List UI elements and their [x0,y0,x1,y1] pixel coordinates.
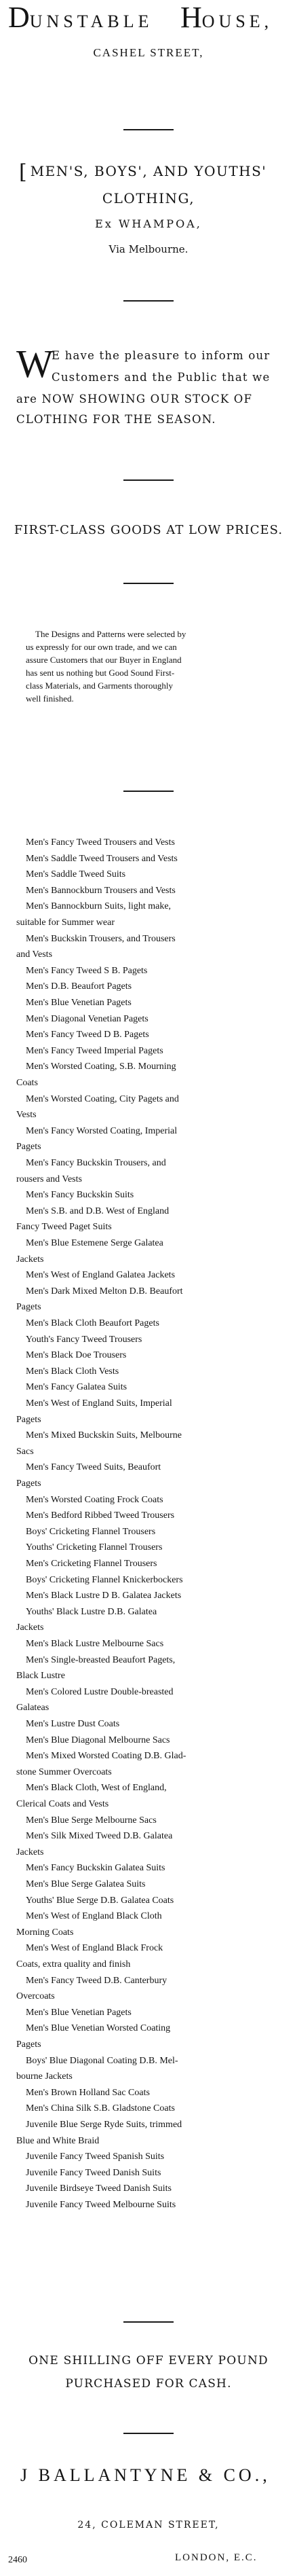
list-item [16,2135,294,2147]
list-item-text: Men's Blue Estemene Serge Galatea [26,1238,163,1248]
list-item [16,1446,294,1457]
list-item-text: Men's Colored Lustre Double-breasted [26,1686,174,1697]
list-item-text: Pagets [16,1479,41,1489]
list-item-text: Youths' Black Lustre D.B. Galatea [26,1606,157,1617]
list-item [16,2022,294,2034]
street-line: CASHEL STREET, [93,46,204,59]
list-item-text: Men's Fancy Tweed Suits, Beaufort [26,1462,161,1473]
list-item-text: Men's Fancy Tweed Trousers and Vests [26,837,175,848]
list-item-text: Men's D.B. Beaufort Pagets [26,981,132,992]
selection-note [26,628,292,719]
list-item-text: Men's Cricketing Flannel Trousers [26,1559,157,1569]
list-item [16,1478,294,1489]
list-item [16,2007,294,2018]
cash-offer-line: ONE SHILLING OFF EVERY POUND [28,2354,269,2368]
list-item [16,1301,294,1313]
list-item [16,1542,294,1553]
cash-offer-line: PURCHASED FOR CASH. [65,2377,232,2391]
list-item-text: Jackets [16,1622,44,1633]
list-item-text: Pagets [16,1414,41,1425]
list-item [16,1847,294,1858]
list-item [16,1381,294,1393]
list-item-text: Men's Worsted Coating Frock Coats [26,1494,163,1505]
list-item-text: Youth's Fancy Tweed Trousers [26,1334,142,1345]
list-item [16,837,294,848]
list-item-text: Coats [16,1078,38,1088]
list-item-text: stone Summer Overcoats [16,1766,112,1777]
title-initial-h: H [180,1,202,34]
note-line: The Designs and Patterns were selected by [35,629,186,639]
divider-rule [123,791,174,792]
list-item-text: Men's Buckskin Trousers, and Trousers [26,933,176,944]
list-item-text: Men's Worsted Coating, City Pagets and [26,1093,179,1104]
announcement-line: are NOW SHOWING OUR STOCK OF [16,393,253,405]
list-item-text: Men's Fancy Tweed S B. Pagets [26,965,148,976]
heading-clothing-type: MEN'S, BOYS', AND YOUTHS' [30,163,267,179]
heading-clothing: CLOTHING, [102,190,195,206]
list-item [16,2151,294,2162]
list-item-text: Men's Lustre Dust Coats [26,1719,120,1729]
announcement-line: CLOTHING FOR THE SEASON. [16,413,216,426]
list-item [16,885,294,896]
list-item [16,2103,294,2114]
list-item [16,1318,294,1329]
list-item [16,1766,294,1778]
announcement-line: E have the pleasure to inform our [52,349,271,362]
list-item-text: Men's Saddle Tweed Trousers and Vests [26,853,178,864]
title-word-2: OUSE, [201,12,273,31]
title-initial-d: D [8,1,30,34]
list-item [16,2119,294,2130]
list-item-text: Black Lustre [16,1671,65,1682]
list-item-text: Men's Fancy Tweed Imperial Pagets [26,1045,163,1056]
list-item [16,997,294,1009]
list-item-text: Blue and White Braid [16,2135,100,2146]
list-item [16,1109,294,1121]
list-item [16,1045,294,1057]
list-item-text: Men's S.B. and D.B. West of England [26,1205,170,1216]
list-item-text: Men's Silk Mixed Tweed D.B. Galatea [26,1831,173,1842]
list-item-text: Men's West of England Black Cloth [26,1911,162,1922]
list-item [16,1927,294,1938]
list-item [16,1622,294,1633]
list-item [16,1093,294,1105]
list-item [16,1895,294,1906]
divider-rule [123,2321,174,2323]
list-item [16,1189,294,1201]
list-item [16,1157,294,1169]
list-item [16,1638,294,1650]
list-item-text: Boys' Cricketing Flannel Trousers [26,1526,156,1537]
list-item-text: Men's Diagonal Venetian Pagets [26,1013,148,1024]
list-item [16,1959,294,1970]
list-item-text: Youths' Cricketing Flannel Trousers [26,1542,163,1553]
note-line: has sent us nothing but Good Sound First- [26,668,175,678]
stock-list [16,837,294,2283]
list-item [16,1606,294,1618]
list-item [16,933,294,945]
list-item [16,1910,294,1922]
list-item [16,1991,294,2002]
list-item [16,2071,294,2082]
list-item-text: Men's Blue Serge Melbourne Sacs [26,1815,157,1826]
list-item-text: Overcoats [16,1991,55,2002]
via-line: Via Melbourne. [108,243,189,255]
list-item [16,1141,294,1153]
list-item-text: Sacs [16,1446,34,1457]
list-item [16,1830,294,1842]
list-item-text: Coats, extra quality and finish [16,1959,131,1970]
list-item [16,1735,294,1746]
list-item-text: Men's Black Lustre Melbourne Sacs [26,1639,164,1649]
list-item [16,1430,294,1441]
list-item-text: Boys' Cricketing Flannel Knickerbockers [26,1574,183,1585]
list-item-text: Morning Coats [16,1927,74,1938]
list-item [16,1221,294,1233]
list-item [16,1125,294,1137]
list-item-text: rousers and Vests [16,1174,82,1184]
advert-reference: 2460 [8,2555,27,2565]
list-item-text: Juvenile Blue Serge Ryde Suits, trimmed [26,2120,182,2130]
list-item [16,1334,294,1345]
list-item-text: Juvenile Fancy Tweed Spanish Suits [26,2152,165,2162]
divider-rule [123,583,174,584]
list-item-text: Pagets [16,1142,41,1153]
list-item-text: Men's Black Cloth, West of England, [26,1783,167,1794]
list-item-text: Men's Black Lustre D B. Galatea Jackets [26,1591,182,1601]
list-item-text: Men's Bannockburn Suits, light make, [26,901,172,912]
list-item-text: Men's Fancy Worsted Coating, Imperial [26,1125,178,1136]
list-item-text: Men's Fancy Tweed D B. Pagets [26,1030,149,1040]
list-item-text: Men's Bannockburn Trousers and Vests [26,885,176,896]
list-item [16,981,294,992]
list-item-text: Men's Blue Venetian Pagets [26,998,132,1008]
list-item-text: Men's Fancy Buckskin Galatea Suits [26,1863,165,1874]
list-item-text: Vests [16,1110,37,1121]
list-item [16,1462,294,1473]
list-item [16,1942,294,1954]
list-item [16,1366,294,1377]
list-item-text: Youths' Blue Serge D.B. Galatea Coats [26,1895,174,1906]
list-item [16,1654,294,1666]
title-word-1: UNSTABLE [29,12,153,31]
firm-name: J BALLANTYNE & CO., [20,2465,271,2485]
list-item [16,869,294,880]
list-item-text: Clerical Coats and Vests [16,1799,109,1809]
list-item [16,965,294,977]
list-item [16,1254,294,1265]
list-item [16,1286,294,1297]
list-item-text: Men's Saddle Tweed Suits [26,869,126,880]
list-item [16,1205,294,1217]
list-item-text: Men's Black Cloth Beaufort Pagets [26,1318,159,1328]
list-item-text: Juvenile Fancy Tweed Melbourne Suits [26,2200,176,2210]
divider-rule [123,479,174,481]
list-item [16,2055,294,2067]
bracket-mark: [ [19,160,27,184]
list-item-text: Juvenile Birdseye Tweed Danish Suits [26,2183,172,2194]
list-item [16,2087,294,2099]
list-item-text: Pagets [16,2039,41,2050]
announcement-line: Customers and the Public that we [52,371,271,384]
list-item [16,1782,294,1794]
list-item [16,1510,294,1521]
list-item-text: Men's Worsted Coating, S.B. Mourning [26,1062,176,1072]
list-item-text: Men's Bedford Ribbed Tweed Trousers [26,1510,175,1521]
list-item [16,1398,294,1409]
list-item-text: Men's West of England Galatea Jackets [26,1270,176,1281]
list-item-text: Men's Single-breasted Beaufort Pagets, [26,1654,176,1665]
list-item [16,1526,294,1538]
firm-city: LONDON, E.C. [175,2552,258,2563]
shop-title [8,0,293,38]
list-item [16,1237,294,1249]
list-item [16,1670,294,1682]
list-item-text: Men's Blue Diagonal Melbourne Sacs [26,1735,170,1745]
dropcap-letter: W [16,342,54,386]
list-item-text: Men's Fancy Buckskin Suits [26,1190,134,1201]
list-item [16,1414,294,1426]
list-item [16,1494,294,1506]
list-item [16,1750,294,1762]
list-item-text: bourne Jackets [16,2071,73,2082]
ship-name: Ex WHAMPOA, [95,217,202,230]
list-item [16,2199,294,2211]
list-item-text: Men's Mixed Buckskin Suits, Melbourne [26,1430,182,1441]
list-item [16,1590,294,1601]
list-item [16,1718,294,1730]
note-line: class Materials, and Garments thoroughly [26,681,173,691]
list-item-text: Men's Black Cloth Vests [26,1366,119,1377]
list-item-text: Men's Blue Venetian Pagets [26,2007,132,2018]
list-item [16,1013,294,1025]
first-class-heading: FIRST-CLASS GOODS AT LOW PRICES. [14,523,283,537]
list-item [16,1702,294,1713]
list-item [16,2039,294,2050]
divider-rule [123,129,174,130]
list-item-text: Jackets [16,1254,44,1265]
list-item-text: Men's Fancy Galatea Suits [26,1382,127,1393]
list-item [16,2167,294,2179]
firm-address: 24, COLEMAN STREET, [77,2520,220,2530]
list-item [16,1879,294,1890]
list-item [16,1349,294,1361]
list-item [16,1077,294,1089]
list-item-text: Pagets [16,1302,41,1313]
list-item-text: Men's Brown Holland Sac Coats [26,2087,150,2098]
list-item [16,1862,294,1874]
list-item [16,1061,294,1072]
list-item-text: Fancy Tweed Paget Suits [16,1222,112,1233]
list-item [16,1174,294,1185]
list-item-text: suitable for Summer wear [16,918,115,928]
list-item-text: Men's Dark Mixed Melton D.B. Beaufort [26,1286,183,1296]
divider-rule [123,300,174,302]
list-item-text: Men's West of England Black Frock [26,1943,163,1954]
note-line: assure Customers that our Buyer in England [26,655,182,665]
list-item-text: Men's Black Doe Trousers [26,1350,127,1361]
list-item-text: Men's China Silk S.B. Gladstone Coats [26,2103,175,2114]
list-item [16,901,294,912]
list-item-text: Galateas [16,1703,50,1713]
announcement-paragraph [16,342,293,426]
list-item-text: Men's Mixed Worsted Coating D.B. Glad- [26,1751,186,1762]
list-item-text: Boys' Blue Diagonal Coating D.B. Mel- [26,2055,178,2066]
list-item [16,1269,294,1281]
list-item-text: and Vests [16,949,53,960]
list-item [16,1574,294,1586]
list-item [16,2183,294,2194]
list-item [16,949,294,960]
note-line: us expressly for our own trade, and we can [26,642,177,652]
list-item-text: Men's Blue Serge Galatea Suits [26,1879,146,1889]
list-item [16,1975,294,1987]
list-item-text: Jackets [16,1847,44,1857]
list-item-text: Juvenile Fancy Tweed Danish Suits [26,2167,161,2178]
list-item [16,1798,294,1810]
list-item-text: Men's Fancy Buckskin Trousers, and [26,1158,166,1168]
divider-rule [123,2433,174,2434]
note-line: well finished. [26,693,74,704]
list-item [16,1029,294,1040]
list-item [16,1558,294,1570]
list-item-text: Men's Fancy Tweed D.B. Canterbury [26,1975,167,1986]
list-item [16,1815,294,1826]
list-item-text: Men's Blue Venetian Worsted Coating [26,2023,171,2034]
list-item [16,917,294,928]
list-item [16,1686,294,1698]
list-item-text: Men's West of England Suits, Imperial [26,1398,172,1409]
list-item [16,853,294,865]
